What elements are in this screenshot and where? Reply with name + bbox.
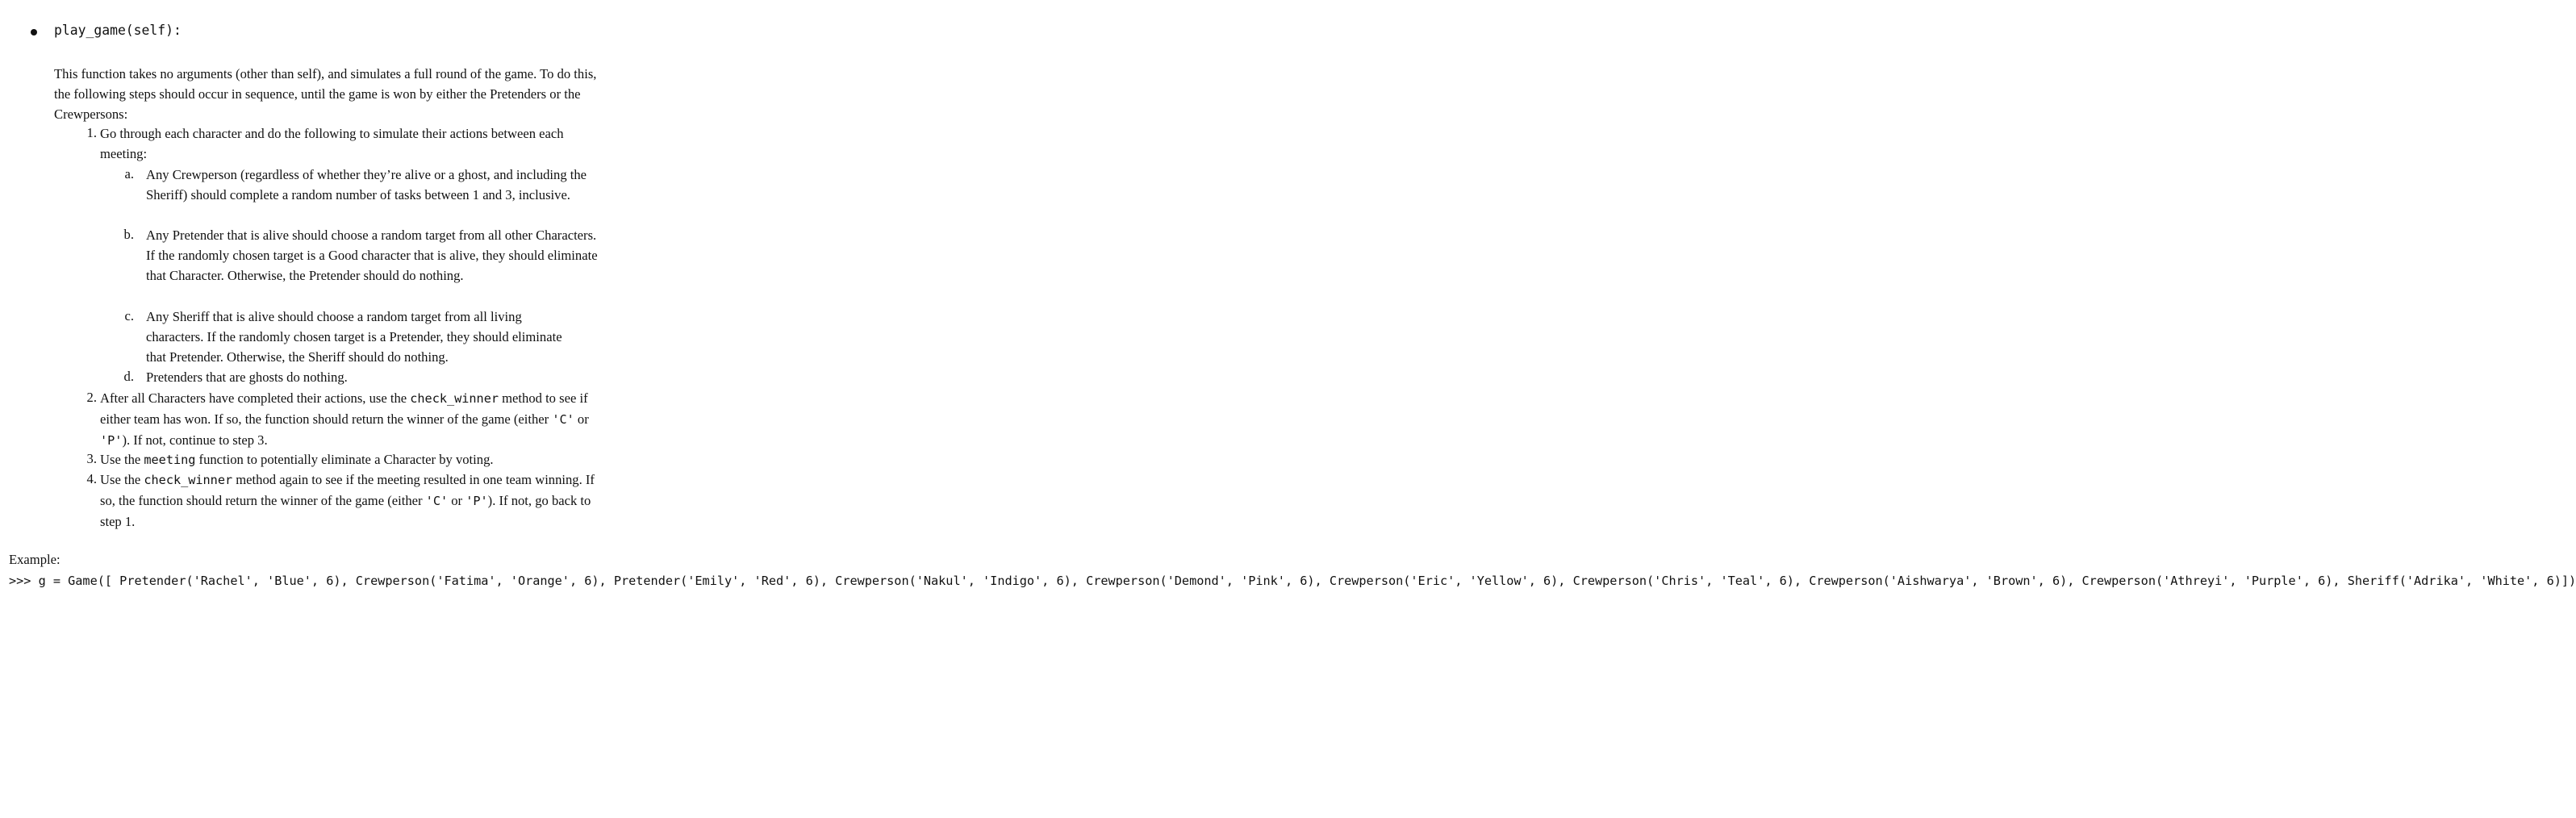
step-text: Use the meeting function to potentially eliminate a Character by voting. — [100, 452, 494, 467]
inline-code: 'P' — [100, 433, 123, 449]
code-line: Crewperson('Chris', 'Teal', 6), — [1572, 574, 1802, 588]
inline-code: 'C' — [552, 412, 574, 428]
step-text: Go through each character and do the following to simulate their actions between each meeting: — [100, 126, 564, 162]
inline-code: meeting — [144, 453, 196, 467]
code-line: Crewperson('Fatima', 'Orange', 6), — [355, 574, 607, 588]
example-label: Example: — [9, 552, 61, 567]
substep-letter: d. — [123, 369, 134, 384]
substep-letter: a. — [124, 166, 134, 182]
inline-code: 'C' — [425, 494, 449, 509]
code-line: Crewperson('Aishwarya', 'Brown', 6), — [1809, 574, 2075, 588]
code-line: Pretender('Emily', 'Red', 6), — [613, 574, 828, 588]
substep-text: Any Sheriff that is alive should choose a random target from all living characters. If the randomly chosen target is a Pretender, they should eliminate that Pretender. Otherwise, the Sheriff should do nothing. — [146, 309, 562, 365]
step-number: 3. — [86, 451, 97, 466]
code-block — [9, 571, 2576, 592]
substep-text: Any Pretender that is alive should choose a random target from all other Characters. If the randomly chosen target is a Good character that is alive, they should eliminate that Character. Otherwise, the Pretender should do nothing. — [146, 227, 598, 284]
step-text: Use the check_winner method again to see if the meeting resulted in one team winning. If so, the function should return the winner of the game (either 'C' or 'P'). If not, go back to step 1. — [100, 472, 595, 530]
step-number: 4. — [86, 471, 97, 486]
inline-code: 'P' — [466, 494, 488, 509]
code-line: Crewperson('Nakul', 'Indigo', 6), — [835, 574, 1079, 588]
code-line: Crewperson('Demond', 'Pink', 6), — [1086, 574, 1322, 588]
substep-letter: b. — [123, 227, 134, 242]
step-text: After all Characters have completed their actions, use the check_winner method to see if either team has won. If so, the function should return the winner of the game (either 'C' or 'P'). If not, continue to step 3. — [100, 390, 589, 449]
function-heading: play_game(self): — [54, 23, 182, 38]
step-number: 1. — [86, 125, 97, 140]
substep-text: Pretenders that are ghosts do nothing. — [146, 369, 348, 385]
code-line: Crewperson('Athreyi', 'Purple', 6), — [2081, 574, 2340, 588]
inline-code: check_winner — [144, 473, 233, 487]
code-line: Pretender('Rachel', 'Blue', 6), — [119, 574, 349, 588]
substep-text: Any Crewperson (regardless of whether they’re alive or a ghost, and including the Sheriff) should complete a random number of tasks between 1 and 3, inclusive. — [146, 167, 587, 203]
substep-letter: c. — [124, 308, 134, 323]
bullet-dot-icon — [31, 29, 37, 35]
step-number: 2. — [86, 390, 97, 405]
code-line: Sheriff('Adrika', 'White', 6)]) — [2347, 574, 2576, 588]
description-paragraph: This function takes no arguments (other than self), and simulates a full round of the game. To do this, the following steps should occur in sequence, until the game is won by either the Pretenders or the Crewpersons: — [54, 66, 597, 122]
inline-code: check_winner — [410, 391, 499, 406]
code-line: Crewperson('Eric', 'Yellow', 6), — [1329, 574, 1566, 588]
code-line: >>> g = Game([ — [9, 574, 113, 588]
